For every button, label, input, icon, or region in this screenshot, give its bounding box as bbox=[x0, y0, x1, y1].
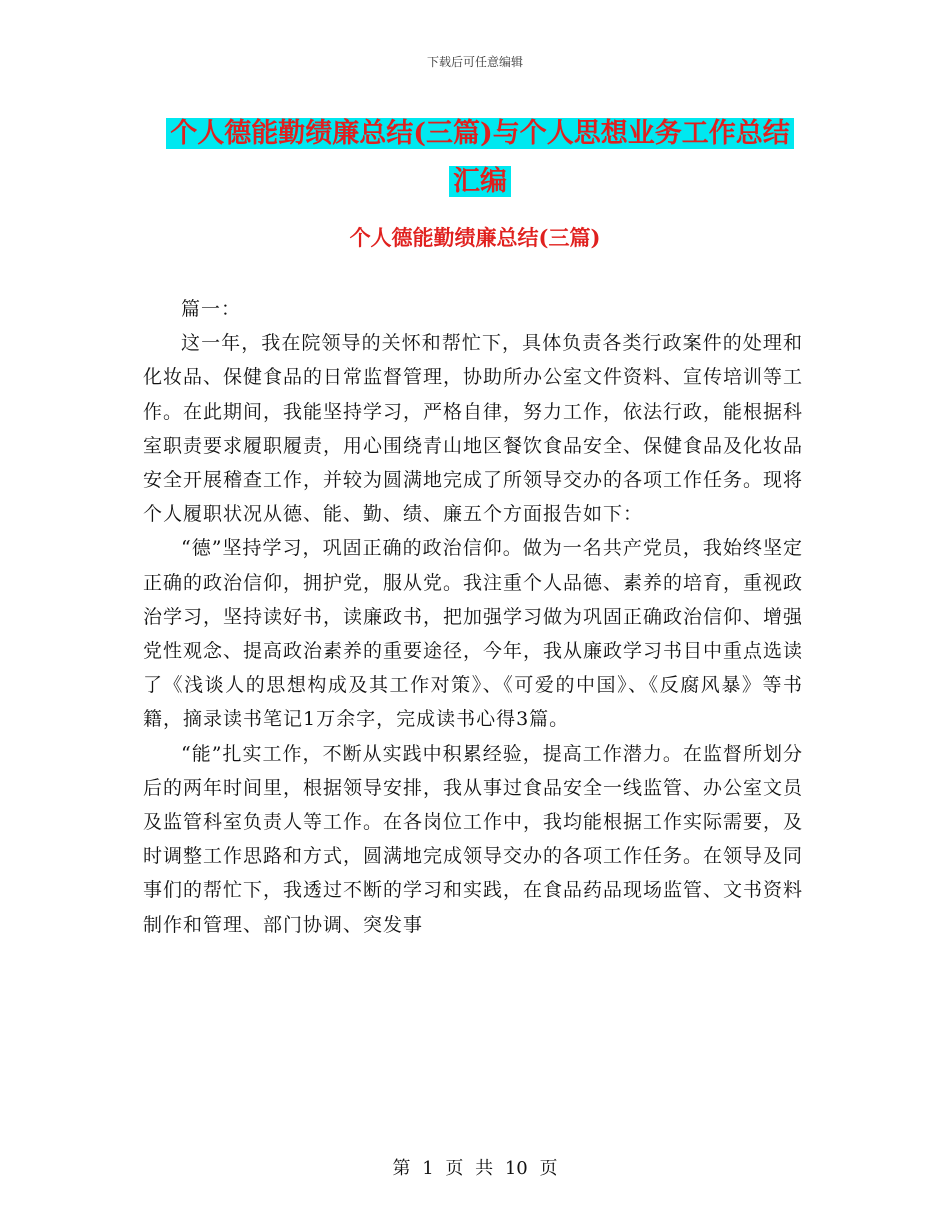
paragraph: 这一年，我在院领导的关怀和帮忙下，具体负责各类行政案件的处理和化妆品、保健食品的日常监督管理，协助所办公室文件资料、宣传培训等工作。在此期间，我能坚持学习，严格自律，努力工作，依法行政，能根据科室职责要求履职履责，用心围绕青山地区餐饮食品安全、保健食品及化妆品安全开展稽查工作，并较为圆满地完成了所领导交办的各项工作任务。现将个人履职状况从德、能、勤、绩、廉五个方面报告如下： bbox=[143, 332, 804, 526]
paragraph: “德”坚持学习，巩固正确的政治信仰。做为一名共产党员，我始终坚定正确的政治信仰，拥护党，服从党。我注重个人品德、素养的培育，重视政治学习，坚持读好书，读廉政书，把加强学习做为巩固正确政治信仰、增强党性观念、提高政治素养的重要途径，今年，我从廉政学习书目中重点选读了《浅谈人的思想构成及其工作对策》、《可爱的中国》、《反腐风暴》等书籍，摘录读书笔记1万余字，完成读书心得3篇。 bbox=[143, 537, 804, 731]
page-number: 第 1 页 共 10 页 bbox=[392, 1158, 558, 1179]
paragraph: “能”扎实工作，不断从实践中积累经验，提高工作潜力。在监督所划分后的两年时间里，根据领导安排，我从事过食品安全一线监管、办公室文员及监管科室负责人等工作。在各岗位工作中，我均能根据工作实际需要，及时调整工作思路和方式，圆满地完成领导交办的各项工作任务。在领导及同事们的帮忙下，我透过不断的学习和实践，在食品药品现场监管、文书资料制作和管理、部门协调、突发事 bbox=[143, 742, 804, 936]
section-title: 个人德能勤绩廉总结(三篇) bbox=[349, 225, 601, 250]
body-text bbox=[143, 292, 803, 942]
document-title-line-1: 个人德能勤绩廉总结(三篇)与个人思想业务工作总结 bbox=[166, 118, 794, 149]
document-title-line-2: 汇编 bbox=[449, 166, 511, 197]
header-note: 下载后可任意编辑 bbox=[426, 55, 523, 69]
paragraph-label: 篇一： bbox=[181, 298, 242, 320]
document-title bbox=[140, 110, 820, 206]
